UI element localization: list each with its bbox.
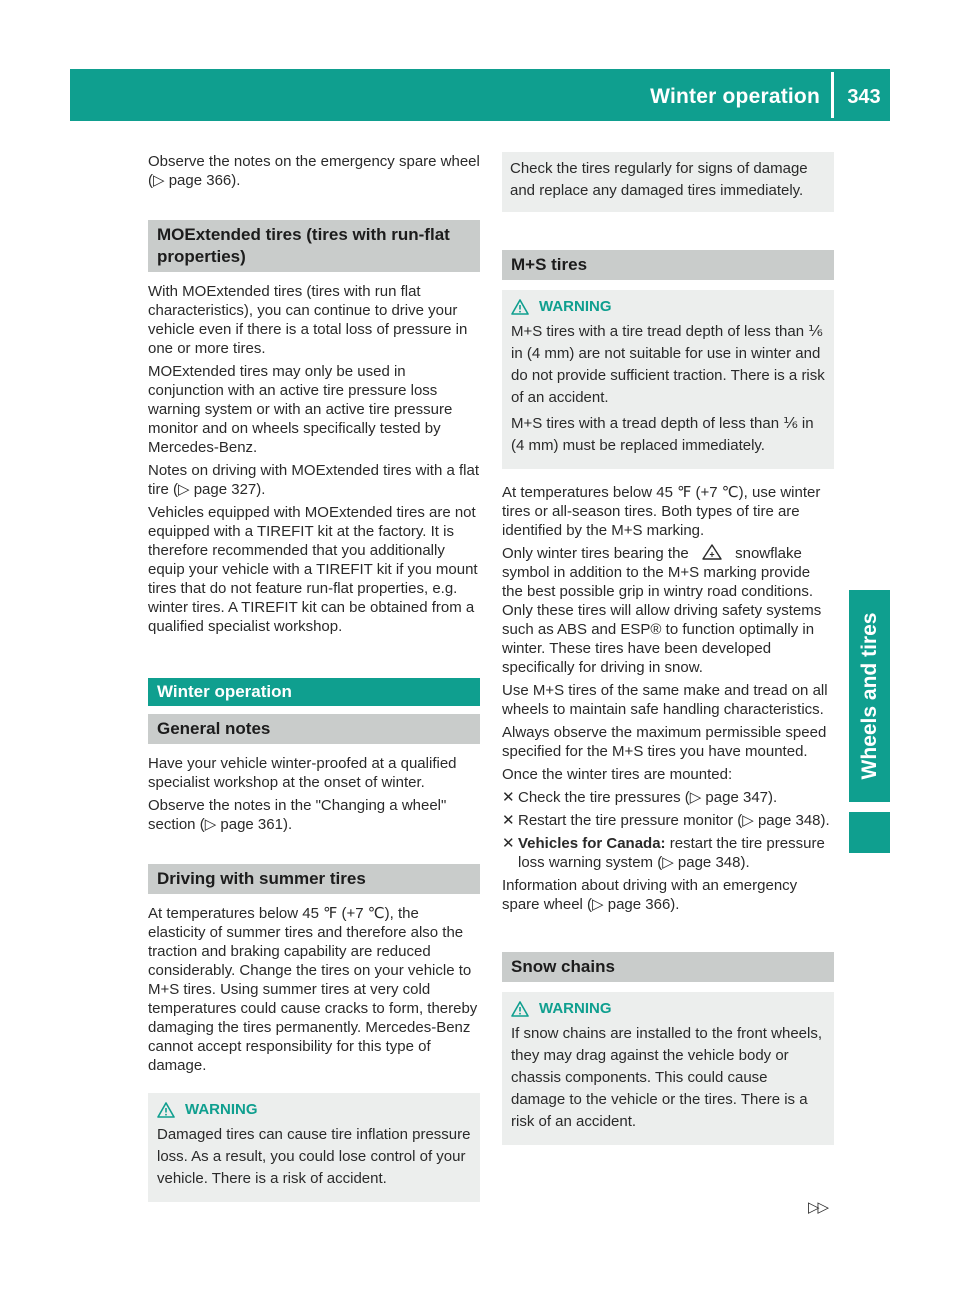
step-text: Check the tire pressures (▷ page 347). xyxy=(518,789,778,806)
step-bold-label: Vehicles for Canada: xyxy=(518,835,666,852)
warning-header xyxy=(511,298,825,315)
step-text xyxy=(518,834,834,872)
page-number: 343 xyxy=(847,86,881,108)
ms-tires-paragraph-4: Always observe the maximum permissible speed specified for the M+S tires you have mounted. xyxy=(502,724,827,760)
header-title: Winter operation xyxy=(650,85,820,108)
header-divider xyxy=(831,72,834,118)
step-restart-monitor xyxy=(502,811,834,830)
ms-tires-warning-box xyxy=(502,290,834,469)
step-text: Restart the tire pressure monitor (▷ page 348). xyxy=(518,812,830,829)
ms-tires-paragraph-1: At temperatures below 45 ℉ (+7 ℃), use winter tires or all-season tires. Both types of tire are identified by the M+S marking. xyxy=(502,484,821,539)
ms-tires-paragraph-5: Once the winter tires are mounted: xyxy=(502,766,733,783)
warning-triangle-icon xyxy=(511,299,529,315)
summer-tires-paragraph: At temperatures below 45 ℉ (+7 ℃), the elasticity of summer tires and therefore also the traction and braking capability are reduced considerably. Change the tires on your vehicle to M+S tires. Using summer tires at very cold temperatures could cause cracks to form, thereby damaging the tires permanently. Mercedes-Benz cannot accept responsibility for this type of damage. xyxy=(148,905,478,1074)
step-arrow-icon: ✕ xyxy=(502,789,515,806)
ms-tires-paragraph-2 xyxy=(502,544,834,677)
continue-marker: ▷▷ xyxy=(808,1199,828,1216)
tire-check-text: Check the tires regularly for signs of damage and replace any damaged tires immediately. xyxy=(510,160,808,199)
summer-tires-heading: Driving with summer tires xyxy=(148,864,480,894)
warning-label: WARNING xyxy=(539,298,612,315)
moextended-heading: MOExtended tires (tires with run-flat properties) xyxy=(148,220,480,272)
step-canada xyxy=(502,834,834,872)
moextended-paragraph-1: With MOExtended tires (tires with run flat characteristics), you can continue to drive your vehicle even if there is a total loss of pressure in one or more tires. xyxy=(148,283,468,357)
snow-chains-warning-text: If snow chains are installed to the front wheels, they may drag against the vehicle body or chassis components. This could cause damage to the vehicle or the tires. There is a risk of an accident. xyxy=(511,1025,823,1130)
general-notes-paragraph-1: Have your vehicle winter-proofed at a qualified specialist workshop at the onset of winter. xyxy=(148,755,457,791)
ms-warning-text-2: M+S tires with a tread depth of less than ⅙ in (4 mm) must be replaced immediately. xyxy=(511,415,814,454)
side-tab-wheels-and-tires[interactable] xyxy=(849,590,890,802)
moextended-paragraph-4: Vehicles equipped with MOExtended tires are not equipped with a TIREFIT kit at the factory. It is therefore recommended that you additionally equip your vehicle with a TIREFIT kit if you mount tires that do not feature run-flat properties, e.g. winter tires. A TIREFIT kit can be obtained from a qualified specialist workshop. xyxy=(148,504,478,635)
left-column xyxy=(148,152,480,1202)
step-check-pressures xyxy=(502,788,834,807)
moextended-paragraph-2: MOExtended tires may only be used in conjunction with an active tire pressure loss warning system or with an active tire pressure monitor and on wheels specifically tested by Mercedes-Benz. xyxy=(148,363,453,456)
step-arrow-icon: ✕ xyxy=(502,812,515,829)
ms-tires-paragraph-3: Use M+S tires of the same make and tread on all wheels to maintain safe handling characteristics. xyxy=(502,682,828,718)
ms-warning-text-1: M+S tires with a tire tread depth of less than ⅙ in (4 mm) are not suitable for use in winter and do not provide sufficient traction. There is a risk of an accident. xyxy=(511,323,825,406)
right-column xyxy=(502,152,834,1145)
summer-tires-warning-box xyxy=(148,1093,480,1202)
general-notes-heading: General notes xyxy=(148,714,480,744)
winter-operation-heading: Winter operation xyxy=(148,678,480,706)
page-header xyxy=(70,69,890,121)
general-notes-paragraph-2: Observe the notes in the "Changing a wheel" section (▷ page 361). xyxy=(148,797,447,833)
snow-chains-heading: Snow chains xyxy=(502,952,834,982)
warning-triangle-icon xyxy=(511,1001,529,1017)
warning-label: WARNING xyxy=(185,1101,258,1118)
side-tab-marker xyxy=(849,812,890,853)
ms-tires-paragraph-2-end: snowflake symbol in addition to the M+S marking provide the best possible grip in wintry road conditions. Only these tires will allow driving safety systems such as ABS and ESP® to function optimally in winter. These tires have been developed specifically for driving in snow. xyxy=(502,545,822,676)
tire-check-box xyxy=(502,152,834,212)
moextended-paragraph-3: Notes on driving with MOExtended tires with a flat tire (▷ page 327). xyxy=(148,462,479,498)
warning-header xyxy=(157,1101,471,1118)
ms-tires-heading: M+S tires xyxy=(502,250,834,280)
intro-paragraph: Observe the notes on the emergency spare wheel (▷ page 366). xyxy=(148,153,480,189)
warning-text: Damaged tires can cause tire inflation pressure loss. As a result, you could lose control of your vehicle. There is a risk of accident. xyxy=(157,1126,471,1187)
step-arrow-icon: ✕ xyxy=(502,835,515,852)
snow-chains-warning-box xyxy=(502,992,834,1145)
side-tab-label: Wheels and tires xyxy=(857,612,881,780)
snowflake-mountain-icon xyxy=(693,544,731,560)
warning-triangle-icon xyxy=(157,1102,175,1118)
warning-header xyxy=(511,1000,825,1017)
step-rest: restart the tire pressure loss warning system (▷ page 348). xyxy=(518,835,825,871)
warning-label: WARNING xyxy=(539,1000,612,1017)
ms-tires-paragraph-2-start: Only winter tires bearing the xyxy=(502,545,689,562)
ms-tires-paragraph-6: Information about driving with an emergency spare wheel (▷ page 366). xyxy=(502,877,798,913)
